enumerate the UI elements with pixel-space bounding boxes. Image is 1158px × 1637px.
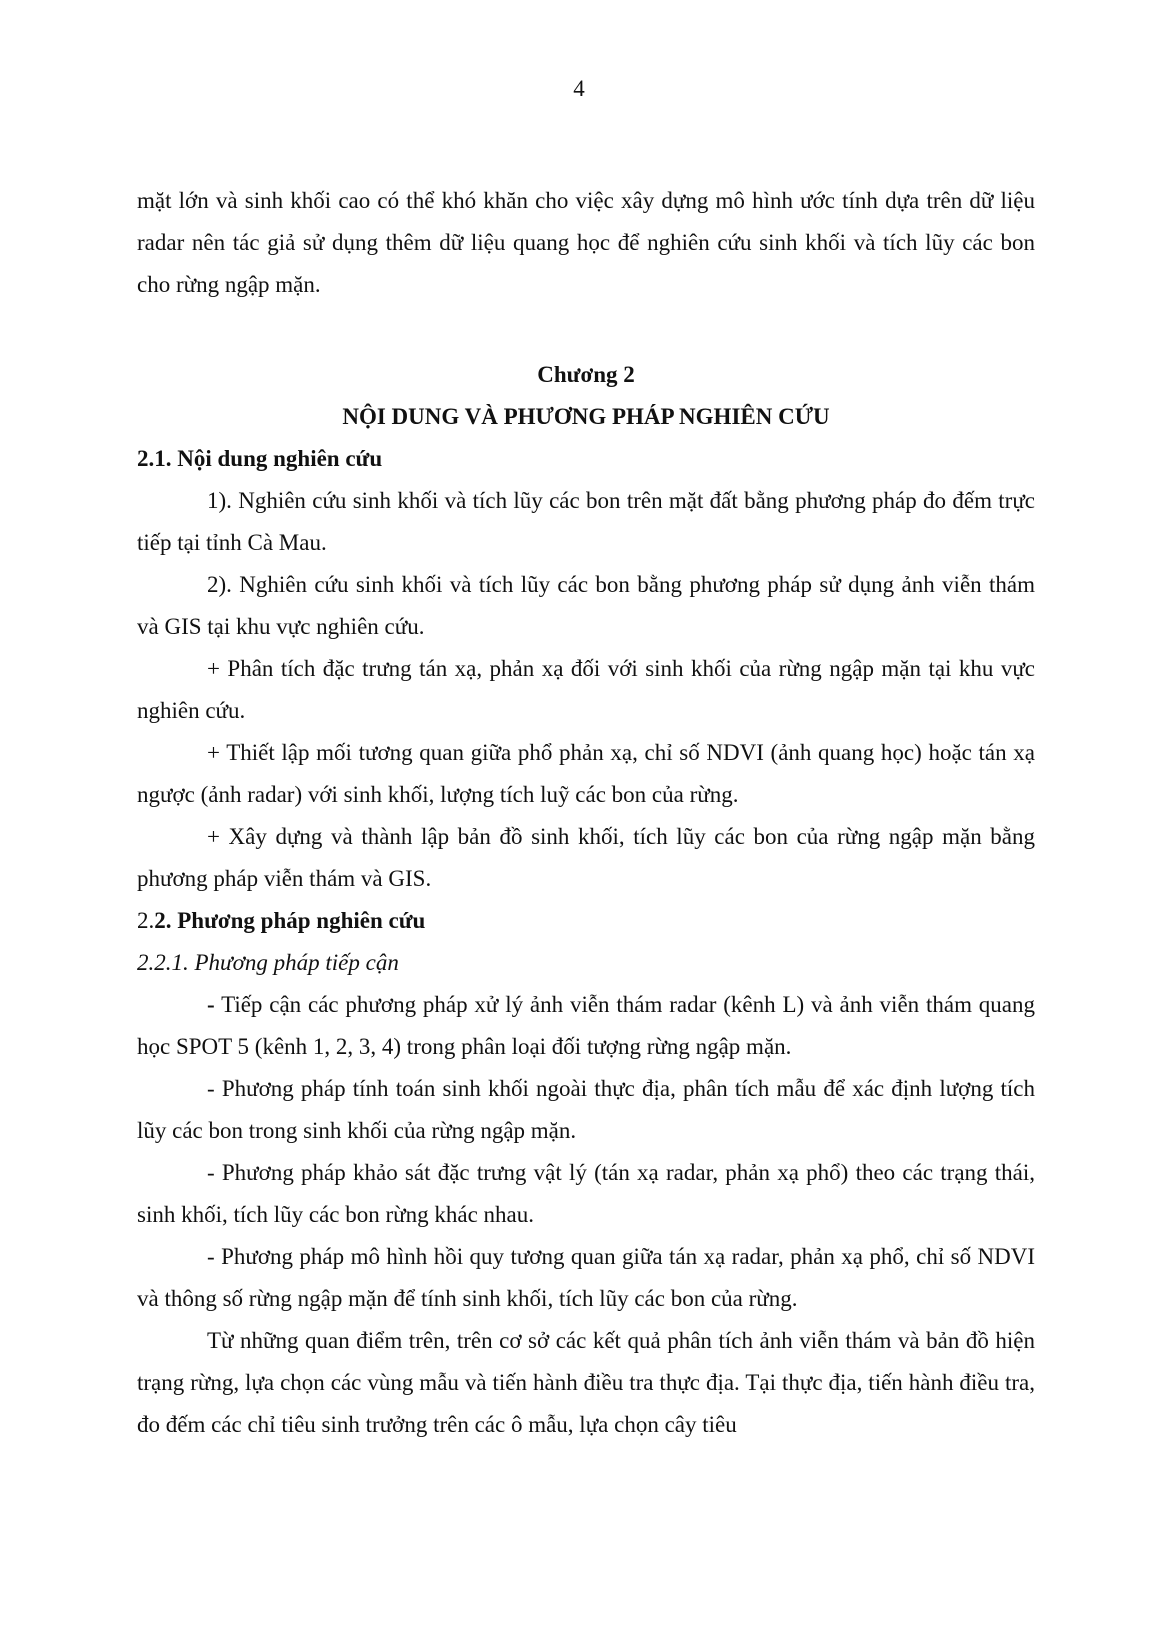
content-item-1: 1). Nghiên cứu sinh khối và tích lũy các bon trên mặt đất bằng phương pháp đo đếm trực tiếp tại tỉnh Cà Mau.	[137, 488, 1035, 555]
section-heading-prefix: 2.	[137, 908, 155, 933]
section-heading-2-2	[137, 900, 1035, 942]
method-item-4: - Phương pháp mô hình hồi quy tương quan giữa tán xạ radar, phản xạ phổ, chỉ số NDVI và thông số rừng ngập mặn để tính sinh khối, tích lũy các bon của rừng.	[137, 1244, 1035, 1311]
content-subitem-1: + Phân tích đặc trưng tán xạ, phản xạ đối với sinh khối của rừng ngập mặn tại khu vực nghiên cứu.	[137, 656, 1035, 723]
section-heading-2-1: 2.1. Nội dung nghiên cứu	[137, 446, 383, 471]
bullet-dash: -	[207, 992, 215, 1017]
intro-paragraph: mặt lớn và sinh khối cao có thể khó khăn cho việc xây dựng mô hình ước tính dựa trên dữ liệu radar nên tác giả sử dụng thêm dữ liệu quang học để nghiên cứu sinh khối và tích lũy các bon cho rừng ngập mặn.	[137, 188, 1035, 297]
method-item-1-text: Tiếp cận các phương pháp xử lý ảnh viễn thám radar (kênh L) và ảnh viễn thám quang học SPOT 5 (kênh 1, 2, 3, 4) trong phân loại đối tượng rừng ngập mặn.	[137, 992, 1035, 1059]
section-heading-text: 2. Phương pháp nghiên cứu	[154, 908, 426, 933]
method-item-1	[137, 984, 1035, 1068]
method-item-2: - Phương pháp tính toán sinh khối ngoài thực địa, phân tích mẫu để xác định lượng tích lũy các bon trong sinh khối của rừng ngập mặn.	[137, 1076, 1035, 1143]
subsection-heading-2-2-1: 2.2.1. Phương pháp tiếp cận	[137, 950, 399, 975]
content-item-2: 2). Nghiên cứu sinh khối và tích lũy các bon bằng phương pháp sử dụng ảnh viễn thám và GIS tại khu vực nghiên cứu.	[137, 572, 1035, 639]
closing-paragraph: Từ những quan điểm trên, trên cơ sở các kết quả phân tích ảnh viễn thám và bản đồ hiện trạng rừng, lựa chọn các vùng mẫu và tiến hành điều tra thực địa. Tại thực địa, tiến hành điều tra, đo đếm các chỉ tiêu sinh trưởng trên các ô mẫu, lựa chọn cây tiêu	[137, 1328, 1035, 1437]
chapter-title: NỘI DUNG VÀ PHƯƠNG PHÁP NGHIÊN CỨU	[342, 404, 830, 429]
content-subitem-2: + Thiết lập mối tương quan giữa phổ phản xạ, chỉ số NDVI (ảnh quang học) hoặc tán xạ ngược (ảnh radar) với sinh khối, lượng tích luỹ các bon của rừng.	[137, 740, 1035, 807]
chapter-number: Chương 2	[537, 362, 635, 387]
content-subitem-3: + Xây dựng và thành lập bản đồ sinh khối, tích lũy các bon của rừng ngập mặn bằng phương pháp viễn thám và GIS.	[137, 824, 1035, 891]
document-body	[137, 180, 1035, 1446]
page-number: 4	[573, 76, 585, 101]
method-item-3: - Phương pháp khảo sát đặc trưng vật lý (tán xạ radar, phản xạ phổ) theo các trạng thái, sinh khối, tích lũy các bon rừng khác nhau.	[137, 1160, 1035, 1227]
